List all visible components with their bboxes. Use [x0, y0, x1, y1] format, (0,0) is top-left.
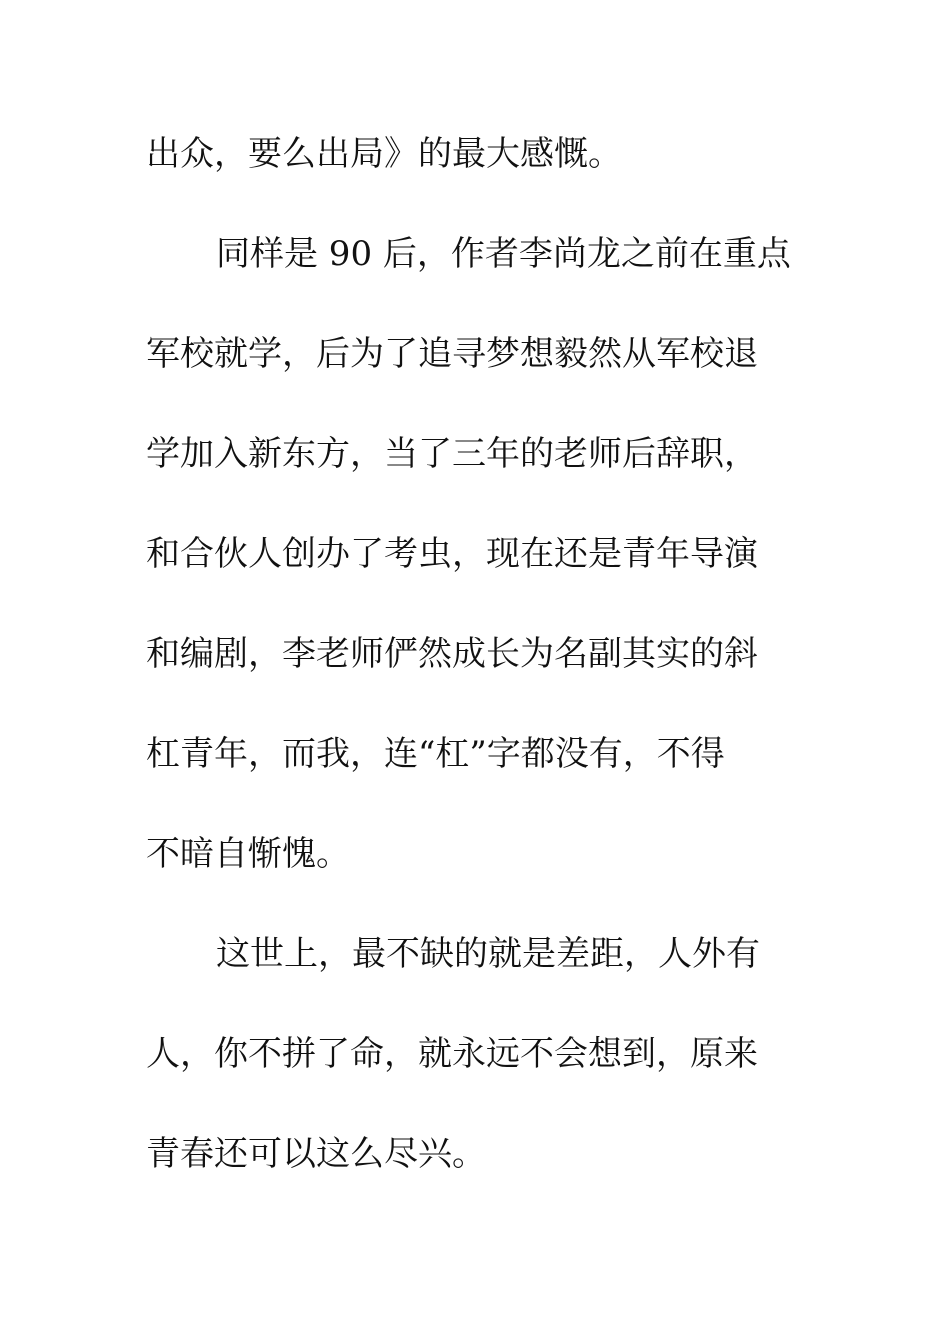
text-line: 人，你不拼了命，就永远不会想到，原来	[146, 1034, 758, 1074]
text-line: 出众，要么出局》的最大感慨。	[146, 134, 622, 174]
paragraph-start-line: 这世上，最不缺的就是差距，人外有	[216, 934, 760, 974]
paragraph-start-line: 同样是 90 后，作者李尚龙之前在重点	[216, 234, 791, 274]
text-line: 军校就学，后为了追寻梦想毅然从军校退	[146, 334, 758, 374]
text-line: 和合伙人创办了考虫，现在还是青年导演	[146, 534, 758, 574]
text-line: 杠青年，而我，连“杠”字都没有，不得	[146, 734, 725, 774]
text-line: 学加入新东方，当了三年的老师后辞职，	[146, 434, 758, 474]
text-line: 青春还可以这么尽兴。	[146, 1134, 486, 1174]
text-line: 和编剧，李老师俨然成长为名副其实的斜	[146, 634, 758, 674]
text-line: 不暗自惭愧。	[146, 834, 350, 874]
